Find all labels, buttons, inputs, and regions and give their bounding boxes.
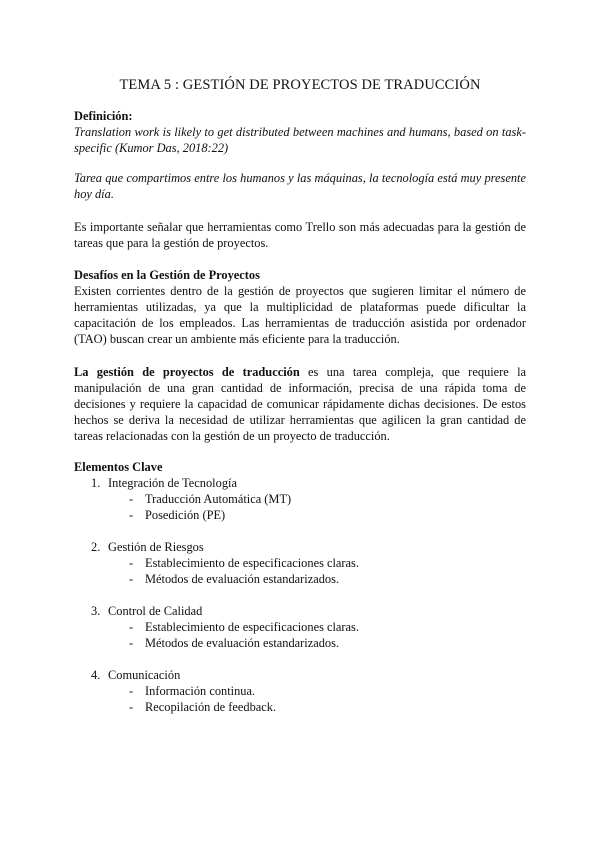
sub-item-label: Métodos de evaluación estandarizados. — [145, 572, 340, 586]
list-item — [91, 475, 511, 491]
sub-item — [129, 699, 276, 715]
sub-item-label: Traducción Automática (MT) — [145, 492, 292, 506]
challenges-body: Existen corrientes dentro de la gestión de proyectos que sugieren limitar el número de herramientas utilizadas, ya que la multiplicidad de plataformas puede dificultar la capacitación de los empleados. Las herramientas de traducción asistida por ordenador (TAO) buscan crear un ambiente más eficiente para la traducción. — [74, 284, 526, 346]
sub-item-label: Recopilación de feedback. — [145, 700, 277, 714]
dash-bullet: - — [129, 492, 134, 506]
dash-bullet: - — [129, 684, 134, 698]
challenges-heading: Desafíos en la Gestión de Proyectos — [74, 268, 260, 282]
sub-item-label: Información continua. — [145, 684, 256, 698]
list-item-label: Gestión de Riesgos — [108, 540, 204, 554]
sub-item — [129, 571, 339, 587]
challenges-section — [74, 267, 526, 347]
definition-quote-es: Tarea que compartimos entre los humanos y las máquinas, la tecnología está muy presente hoy día. — [74, 171, 526, 201]
list-item-label: Comunicación — [108, 668, 181, 682]
list-item-number: 2. — [91, 540, 101, 554]
sub-item-label: Establecimiento de especificaciones claras. — [145, 556, 359, 570]
definition-spanish — [74, 170, 526, 202]
management-paragraph — [74, 364, 526, 444]
sub-item — [129, 491, 291, 507]
sub-item — [129, 555, 359, 571]
sub-item-label: Métodos de evaluación estandarizados. — [145, 636, 340, 650]
definition-section — [74, 108, 526, 156]
dash-bullet: - — [129, 508, 134, 522]
dash-bullet: - — [129, 700, 134, 714]
sub-item-label: Posedición (PE) — [145, 508, 226, 522]
management-body: es una tarea compleja, que requiere la manipulación de una gran cantidad de información, precisa de una rápida toma de decisiones y requiere la capacidad de comunicar rápidamente dichas decisiones. De estos hechos se deriva la necesidad de utilizar herramientas que agilicen la gran cantidad de tareas relacionadas con la gestión de un proyecto de traducción. — [74, 365, 527, 443]
list-item — [91, 667, 511, 683]
list-item — [91, 603, 511, 619]
key-elements-heading: Elementos Clave — [74, 460, 163, 474]
trello-note: Es importante señalar que herramientas como Trello son más adecuadas para la gestión de tareas que para la gestión de proyectos. — [74, 220, 526, 250]
sub-item — [129, 619, 359, 635]
management-section — [74, 364, 526, 444]
list-item-label: Integración de Tecnología — [108, 476, 237, 490]
dash-bullet: - — [129, 620, 134, 634]
definition-heading: Definición: — [74, 109, 133, 123]
sub-item-label: Establecimiento de especificaciones claras. — [145, 620, 359, 634]
dash-bullet: - — [129, 556, 134, 570]
management-lead: La gestión de proyectos de traducción — [74, 365, 300, 379]
list-item-number: 4. — [91, 668, 101, 682]
sub-item — [129, 683, 255, 699]
sub-item — [129, 507, 225, 523]
page-title: TEMA 5 : GESTIÓN DE PROYECTOS DE TRADUCCIÓN — [119, 77, 481, 93]
trello-note-section — [74, 219, 526, 251]
list-item-number: 1. — [91, 476, 101, 490]
dash-bullet: - — [129, 572, 134, 586]
dash-bullet: - — [129, 636, 134, 650]
list-item-label: Control de Calidad — [108, 604, 203, 618]
definition-quote-en: Translation work is likely to get distributed between machines and humans, based on task-specific (Kumor Das, 2018:22) — [74, 125, 526, 155]
list-item — [91, 539, 511, 555]
list-item-number: 3. — [91, 604, 101, 618]
sub-item — [129, 635, 339, 651]
